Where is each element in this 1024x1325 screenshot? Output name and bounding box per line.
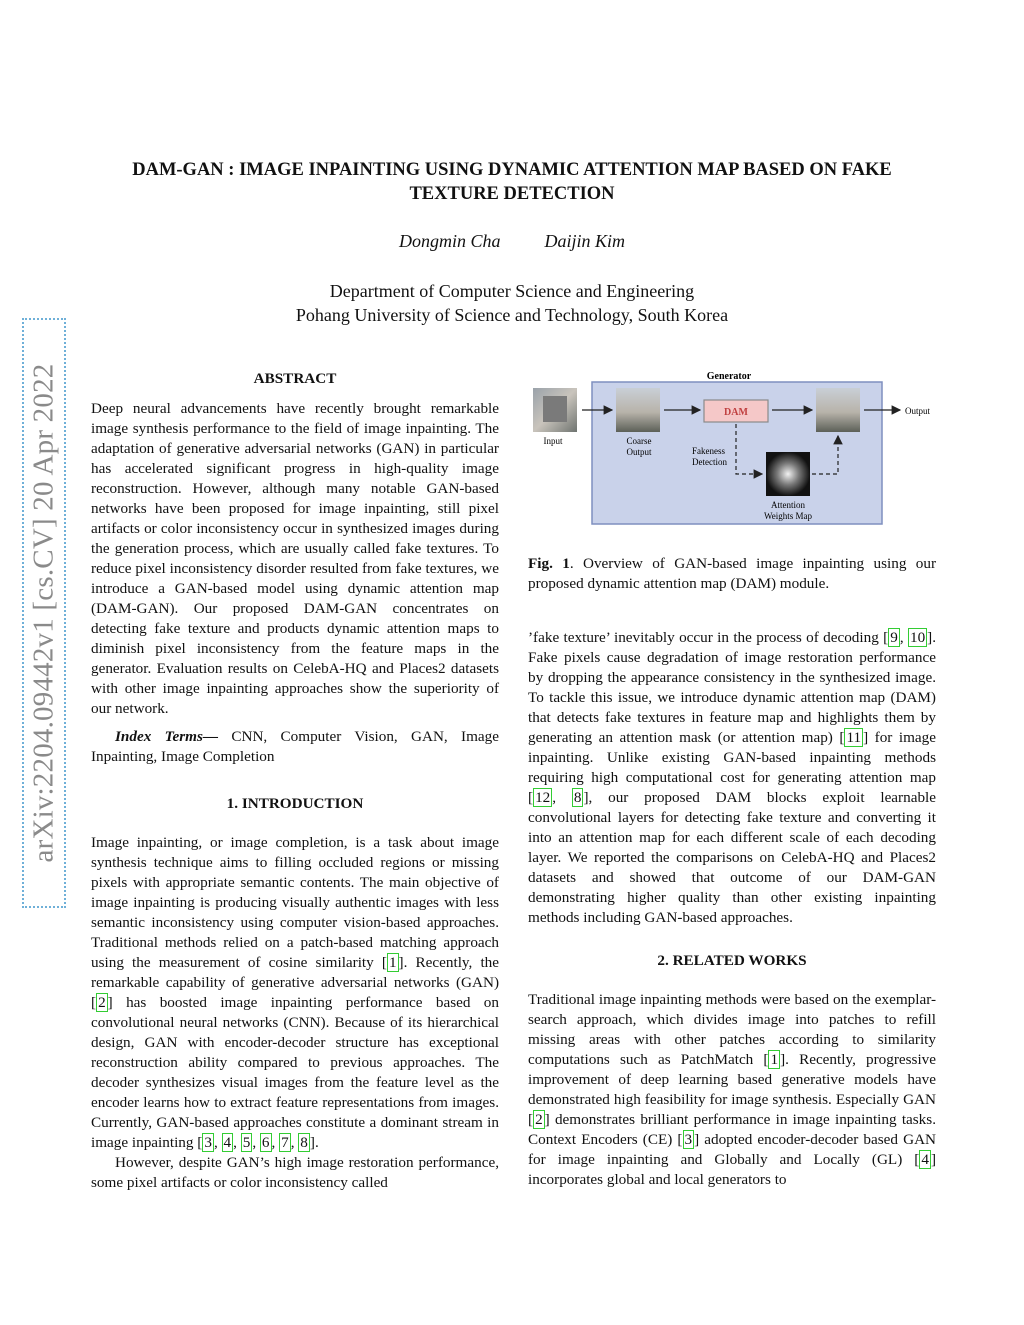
affiliation-line-2: Pohang University of Science and Technology, South Korea: [295, 305, 729, 325]
citation-link[interactable]: 2: [98, 994, 106, 1011]
left-column: [91, 369, 499, 1193]
attention-label-2: Weights Map: [763, 511, 813, 521]
body-text: Traditional image inpainting methods were based on the exemplar-search approach, which divides image into patches to refill missing areas with other patches according to similarity computations such as PatchMatch [: [528, 991, 936, 1068]
affiliation-line-1: Department of Computer Science and Engineering: [329, 281, 695, 301]
body-text: ] incorporates global and local generators to: [528, 1151, 936, 1188]
citation-link[interactable]: 10: [909, 629, 926, 646]
citation-link[interactable]: 8: [573, 789, 582, 806]
body-text: ] demonstrates brilliant performance in image inpainting tasks. Context Encoders (CE) [: [528, 1111, 936, 1148]
intro-paragraph-2: However, despite GAN’s high image restoration performance, some pixel artifacts or color inconsistency called: [91, 1154, 499, 1191]
arxiv-identifier-box: [22, 318, 66, 908]
index-terms-label: Index Terms—: [115, 728, 219, 745]
caption-text: . Overview of GAN-based image inpainting using our proposed dynamic attention map (DAM) module.: [528, 555, 937, 592]
citation-link[interactable]: 2: [535, 1111, 543, 1128]
citation-link[interactable]: 4: [223, 1134, 232, 1151]
body-text: ] for image inpainting. Unlike existing GAN-based inpainting methods requiring high computational cost for generating attention map [: [528, 729, 936, 806]
body-text: ’fake texture’ inevitably occur in the process of decoding [: [528, 629, 889, 646]
body-text: ]. Recently, progressive improvement of deep learning based generative models have demonstrated high feasibility for image synthesis. Especially GAN [: [528, 1051, 937, 1128]
paper-title: [80, 158, 944, 206]
related-works-heading: 2. RELATED WORKS: [657, 952, 807, 969]
attention-label-1: Attention: [771, 500, 805, 510]
final-output-image: [816, 388, 860, 432]
input-label: Input: [543, 436, 563, 446]
citation-link[interactable]: 12: [535, 789, 551, 806]
introduction-heading: 1. INTRODUCTION: [226, 795, 364, 812]
citation-link[interactable]: 5: [242, 1134, 251, 1151]
citation-link[interactable]: 9: [890, 629, 898, 646]
citation-link[interactable]: 3: [684, 1131, 693, 1148]
citation-link[interactable]: 3: [204, 1134, 212, 1151]
output-label: Output: [905, 406, 931, 416]
dam-label: DAM: [724, 407, 748, 418]
coarse-output-label-2: Output: [626, 447, 652, 457]
caption-label: Fig. 1: [528, 555, 570, 572]
intro-text: Image inpainting, or image completion, is a task about image synthesis technique aims to filling occluded regions or missing pixels with appropriate semantic contents. The main objective of image inpainting is producing visually authentic images with less semantic inconsistency using computer vision-based approaches. Traditional methods relied on a patch-based matching approach using the measurement of cosine similarity [: [91, 834, 499, 971]
citation-link[interactable]: 7: [281, 1134, 289, 1151]
figure-1-diagram: [528, 366, 938, 530]
index-terms-text: CNN, Computer Vision, GAN, Image Inpainting, Image Completion: [91, 728, 499, 765]
citation-link[interactable]: 1: [388, 954, 397, 971]
body-text: ], our proposed DAM blocks exploit learnable convolutional layers for detecting fake texture and converting it into an attention map for each different scale of each decoding layer. We reported the comparisons on CelebA-HQ and Places2 datasets and showed that outcome of our DAM-GAN demonstrating higher quality than other existing inpainting methods including GAN-based approaches.: [528, 789, 936, 926]
index-terms: [91, 727, 499, 767]
related-paragraph-1: [528, 990, 936, 1190]
intro-text: ]. Recently, the remarkable capability of generative adversarial networks (GAN) [: [91, 954, 500, 1011]
right-column: [528, 554, 936, 1190]
attention-map-image: [766, 452, 810, 496]
arxiv-identifier: arXiv:2204.09442v1 [cs.CV] 20 Apr 2022: [27, 363, 60, 863]
fakeness-label-2: Detection: [692, 457, 727, 467]
body-text: ]. Fake pixels cause degradation of image restoration performance by dropping the appearance consistency in the synthesized image. To tackle this issue, we introduce dynamic attention map (DAM) that detects fake textures in feature map and highlights them by generating an attention mask (or attention map) [: [528, 629, 937, 746]
fakeness-label-1: Fakeness: [692, 446, 725, 456]
citation-link[interactable]: 11: [846, 729, 862, 746]
author-1: Dongmin Cha: [398, 231, 501, 251]
coarse-output-label-1: Coarse: [626, 436, 652, 446]
input-mask: [543, 396, 567, 422]
citation-link[interactable]: 4: [921, 1151, 929, 1168]
intro-paragraph-1: Image inpainting, or image completion, is a task about image synthesis technique aims to filling occluded regions or missing pixels with appropriate semantic contents. The main objective of image inpainting is producing visually authentic images with less semantic inconsistency using computer vision-based approaches. Traditional methods relied on a patch-based matching approach using the measurement of cosine similarity [ 1 ]. Recently, the remarkable capability of generative adversarial networks (GAN) [ 2 ] has boosted image inpainting performance based on convolutional neural networks (CNN). Because of its hierarchical design, GAN with encoder-decoder structure has exceptional reconstruction ability compared to previous approaches. The decoder synthesizes visual images from the feature level as the encoder learns how to extract feature representations from images. Currently, GAN-based approaches constitute a dominant stream in image inpainting [ 3 , 4 , 5 , 6 , 7 , 8 ].: [91, 834, 500, 1151]
citation-link[interactable]: 1: [770, 1051, 779, 1068]
affiliation: [80, 279, 944, 327]
abstract-heading: ABSTRACT: [253, 370, 337, 387]
author-2: Daijin Kim: [544, 231, 626, 251]
intro-text: ].: [309, 1134, 319, 1151]
title-line-1: DAM-GAN : IMAGE INPAINTING USING DYNAMIC ATTENTION MAP BASED ON FAKE: [132, 160, 892, 180]
citation-link[interactable]: 6: [261, 1134, 270, 1151]
citation-link[interactable]: 8: [300, 1134, 308, 1151]
author-list: [80, 231, 944, 252]
coarse-output-image: [616, 388, 660, 432]
figure-1-caption: [528, 554, 936, 594]
abstract-text: Deep neural advancements have recently brought remarkable image synthesis performance to the field of image inpainting. The adaptation of generative adversarial networks (GAN) in particular has accelerated significant progress in high-quality image reconstruction. However, although many notable GAN-based networks have been proposed for image inpainting, still pixel artifacts or color inconsistency occur in synthesized images during the generation process, which are usually called fake textures. To reduce pixel inconsistency disorder resulted from fake textures, we introduce a GAN-based model using dynamic attention map (DAM-GAN). Our proposed DAM-GAN concentrates on detecting fake texture and products dynamic attention maps to diminish pixel inconsistency from the feature maps in the generator. Evaluation results on CelebA-HQ and Places2 datasets with other image inpainting approaches show the superiority of our network.: [91, 400, 499, 717]
right-paragraph-1: ’fake texture’ inevitably occur in the process of decoding [ 9 , 10 ]. Fake pixels cause degradation of image restoration performance by dropping the appearance consistency in the synthesized image. To tackle this issue, we introduce dynamic attention map (DAM) that detects fake textures in feature map and highlights them by generating an attention mask (or attention map) [ 11 ] for image inpainting. Unlike existing GAN-based inpainting methods requiring high computational cost for generating attention map [ 12 , 8 ], our proposed DAM blocks exploit learnable convolutional layers for detecting fake texture and converting it into an attention map for each different scale of each decoding layer. We reported the comparisons on CelebA-HQ and Places2 datasets and showed that outcome of our DAM-GAN demonstrating higher quality than other existing inpainting methods including GAN-based approaches.: [528, 629, 937, 926]
generator-label: Generator: [706, 371, 752, 382]
title-line-2: TEXTURE DETECTION: [409, 184, 615, 204]
intro-text: ] has boosted image inpainting performance based on convolutional neural networks (CNN). Because of its hierarchical design, GAN with encoder-decoder structure has exceptional reconstruction ability compared to previous approaches. The decoder synthesizes visual images from the feature level as the encoder learns how to extract feature representations from images. Currently, GAN-based approaches constitute a dominant stream in image inpainting [: [91, 994, 499, 1151]
body-text: ] adopted encoder-decoder based GAN for image inpainting and Globally and Locally (GL) [: [528, 1131, 936, 1168]
